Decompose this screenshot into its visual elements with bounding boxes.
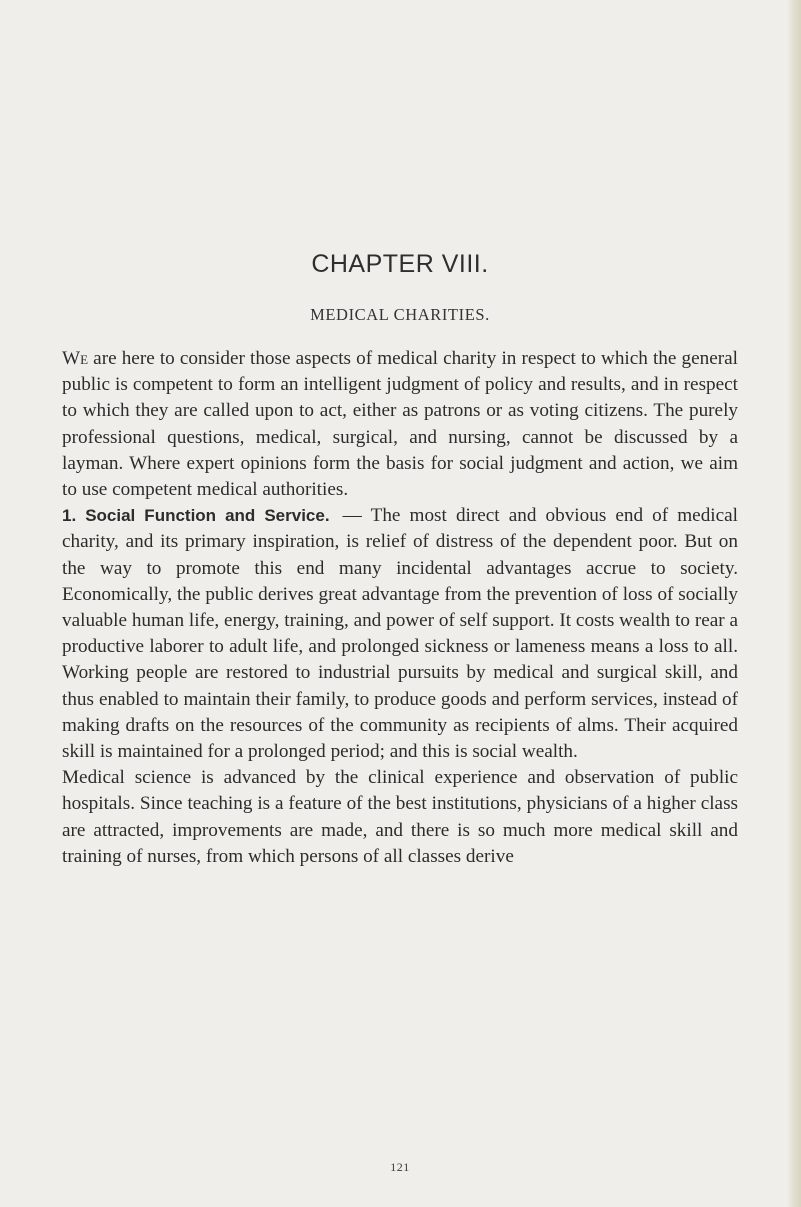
intro-lead-word: We	[62, 348, 89, 369]
section-1-text: — The most direct and obvious end of medical charity, and its primary inspiration, is relief of distress of the dependent poor. But on the way to promote this end many incidental advantages accrue to society. Economically, the public derives great advantage from the prevention of loss of socially valuable human life, energy, training, and power of self support. It costs wealth to rear a productive laborer to adult life, and prolonged sickness or lameness means a loss to all. Working people are restored to industrial pursuits by medical and surgical skill, and thus enabled to maintain their family, to produce goods and perform services, instead of making drafts on the resources of the community as recipients of alms. Their acquired skill is maintained for a prolonged period; and this is social wealth.	[62, 505, 738, 763]
book-page	[62, 0, 738, 1207]
intro-paragraph-text: are here to consider those aspects of medical charity in respect to which the general public is competent to form an intelligent judgment of policy and results, and in respect to which they are called upon to act, either as patrons or as voting citizens. The purely professional questions, medical, surgical, and nursing, cannot be discussed by a layman. Where expert opinions form the basis for social judgment and action, we aim to use competent medical authorities.	[62, 348, 738, 501]
intro-paragraph	[62, 346, 738, 503]
page-edge-shadow	[787, 0, 801, 1207]
section-1-paragraph	[62, 503, 738, 765]
body-text	[62, 346, 738, 870]
paragraph-3: Medical science is advanced by the clinical experience and observation of public hospitals. Since teaching is a feature of the best institutions, physicians of a higher class are attracted, improvements are made, and there is so much more medical skill and training of nurses, from which persons of all classes derive	[62, 767, 738, 867]
chapter-title: CHAPTER VIII.	[311, 250, 489, 278]
section-1-heading: 1. Social Function and Service.	[62, 506, 330, 526]
chapter-subtitle: MEDICAL CHARITIES.	[310, 305, 490, 324]
page-number: 121	[390, 1160, 410, 1174]
